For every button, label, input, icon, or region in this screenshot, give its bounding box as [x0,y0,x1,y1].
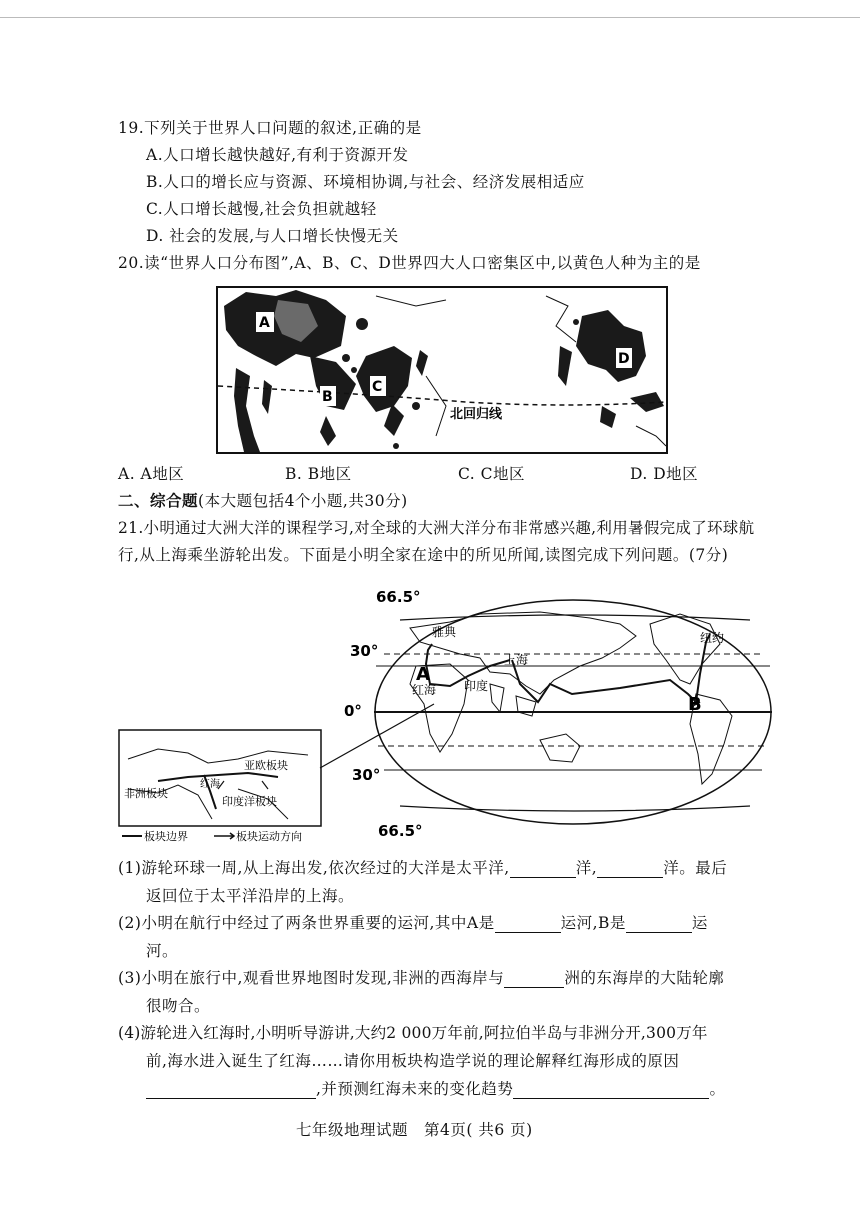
q20-stem: 20.读“世界人口分布图”,A、B、C、D世界四大人口密集区中,以黄色人种为主的是 [118,254,701,272]
q21-sub2-blank1[interactable] [495,916,561,933]
section2-note: (本大题包括4个小题,共30分) [198,492,408,510]
lat-30-north: 30° [350,642,379,660]
inset-legend-boundary: 板块边界 [144,830,188,843]
tropic-label: 北回归线 [450,407,503,422]
q21-sub2-line1 [118,913,708,933]
q21-sub4-blank2[interactable] [513,1082,709,1099]
q21-sub3-post: 洲的东海岸的大陆轮廓 [564,969,725,987]
q21-sub3-line1 [118,968,724,988]
lat-equator: 0° [344,702,362,720]
page-footer: 七年级地理试题 第4页( 共6 页) [296,1121,533,1139]
top-rule [0,17,860,18]
plate-inset-map [118,729,322,843]
map-label-a: A [259,315,270,331]
q21-stem-line2: 行,从上海乘坐游轮出发。下面是小明全家在途中的所见所闻,读图完成下列问题。(7分) [118,546,729,564]
lat-66-bottom: 66.5° [378,822,423,840]
section2-header [118,491,408,511]
world-map-label-b: B [688,694,702,715]
q20-option-b: B. B地区 [285,465,352,483]
inset-connector [318,700,438,770]
q19-option-b: B.人口的增长应与资源、环境相协调,与社会、经济发展相适应 [146,173,585,191]
q21-sub1-line2: 返回位于太平洋沿岸的上海。 [146,887,355,905]
map-label-c: C [372,379,383,395]
q20-option-d: D. D地区 [630,465,699,483]
q21-sub1-post: 洋。最后 [663,859,728,877]
section2-heading: 二、综合题 [118,491,199,510]
city-newyork: 纽约 [700,631,725,645]
q19-stem: 19.下列关于世界人口问题的叙述,正确的是 [118,119,422,137]
q21-sub2-mid: 运河,B是 [560,914,626,932]
q21-sub3-line2: 很吻合。 [146,997,211,1015]
world-map-red-sea: 红海 [412,683,437,697]
q20-option-a: A. A地区 [118,465,185,483]
q21-sub4-line3 [146,1079,725,1099]
city-athens: 雅典 [432,625,457,639]
q21-sub3-pre: (3)小明在旅行中,观看世界地图时发现,非洲的西海岸与 [118,969,505,987]
q21-sub4-mid: ,并预测红海未来的变化趋势 [316,1080,514,1098]
q21-sub2-post: 运 [691,914,708,932]
q21-sub4-blank1[interactable] [146,1082,316,1099]
q21-sub4-line2: 前,海水进入诞生了红海……请你用板块构造学说的理论解释红海形成的原因 [146,1052,680,1070]
q21-sub1-line1 [118,858,727,878]
q21-sub1-blank2[interactable] [597,861,663,878]
map-label-d: D [618,351,630,367]
inset-eurasian-plate: 亚欧板块 [244,759,288,772]
world-map-india: 印度 [464,679,489,693]
q21-sub1-pre: (1)游轮环球一周,从上海出发,依次经过的大洋是太平洋, [118,859,510,877]
population-map [216,286,668,454]
q21-sub4-end: 。 [709,1080,726,1098]
q21-stem-line1: 21.小明通过大洲大洋的课程学习,对全球的大洲大洋分布非常感兴趣,利用暑假完成了环球航 [118,519,755,537]
q19-option-a: A.人口增长越快越好,有利于资源开发 [146,146,409,164]
inset-legend-motion: 板块运动方向 [236,830,302,843]
city-shanghai: 上海 [504,653,529,667]
map-label-b: B [322,389,333,405]
lat-66-top: 66.5° [376,588,421,606]
q21-sub2-pre: (2)小明在航行中经过了两条世界重要的运河,其中A是 [118,914,495,932]
q19-option-c: C.人口增长越慢,社会负担就越轻 [146,200,377,218]
inset-red-sea: 红海 [200,779,220,790]
q21-sub1-mid: 洋, [575,859,598,877]
q21-sub3-blank[interactable] [504,971,564,988]
lat-30-south: 30° [352,766,381,784]
inset-indian-plate: 印度洋板块 [222,795,277,808]
world-map-label-a: A [416,664,430,685]
inset-african-plate: 非洲板块 [124,787,168,800]
q21-sub4-line1: (4)游轮进入红海时,小明听导游讲,大约2 000万年前,阿拉伯半岛与非洲分开,300万年 [118,1024,708,1042]
q21-sub2-blank2[interactable] [626,916,692,933]
q19-option-d: D. 社会的发展,与人口增长快慢无关 [146,227,399,245]
q20-option-c: C. C地区 [458,465,526,483]
q21-sub2-line2: 河。 [146,942,179,960]
q21-sub1-blank1[interactable] [510,861,576,878]
